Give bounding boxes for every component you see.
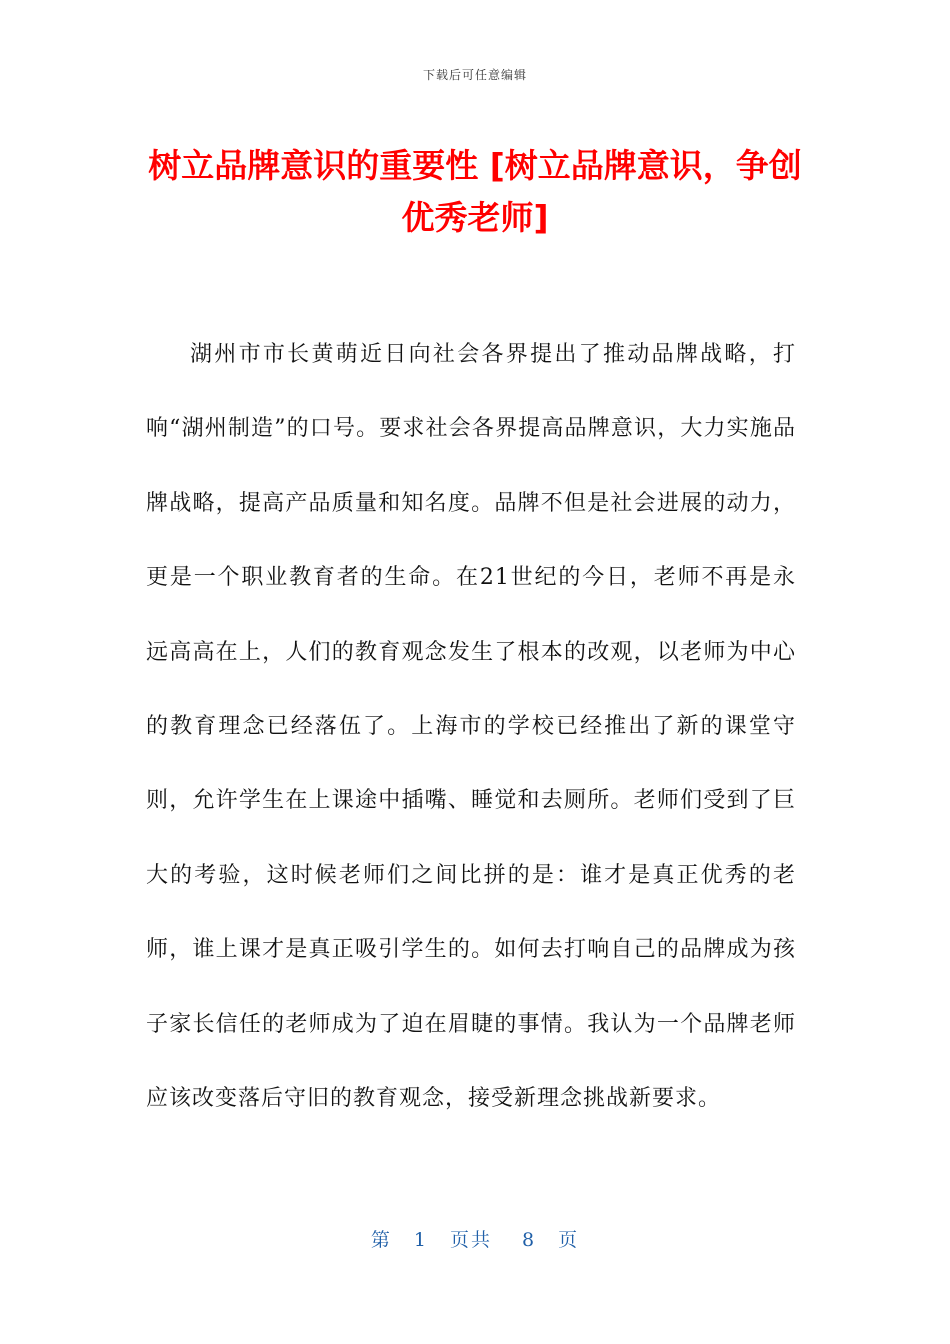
footer-prefix: 第 [370,1229,392,1251]
header-note: 下载后可任意编辑 [422,68,527,82]
page-footer [0,1225,950,1252]
current-page-number: 1 [413,1229,428,1251]
footer-suffix: 页 [558,1229,580,1251]
total-page-count: 8 [522,1229,537,1251]
document-title: 树立品牌意识的重要性 [树立品牌意识，争创优秀老师] [148,146,802,237]
footer-middle: 页共 [449,1229,492,1251]
body-paragraph: 湖州市市长黄萌近日向社会各界提出了推动品牌战略，打响“湖州制造”的口号。要求社会各界提高品牌意识，大力实施品牌战略，提高产品质量和知名度。品牌不但是社会进展的动力，更是一个职业教育者的生命。在21世纪的今日，老师不再是永远高高在上，人们的教育观念发生了根本的改观，以老师为中心的教育理念已经落伍了。上海市的学校已经推出了新的课堂守则，允许学生在上课途中插嘴、睡觉和去厕所。老师们受到了巨大的考验，这时候老师们之间比拼的是：谁才是真正优秀的老师，谁上课才是真正吸引学生的。如何去打响自己的品牌成为孩子家长信任的老师成为了迫在眉睫的事情。我认为一个品牌老师应该改变落后守旧的教育观念，接受新理念挑战新要求。 [146,342,796,1112]
